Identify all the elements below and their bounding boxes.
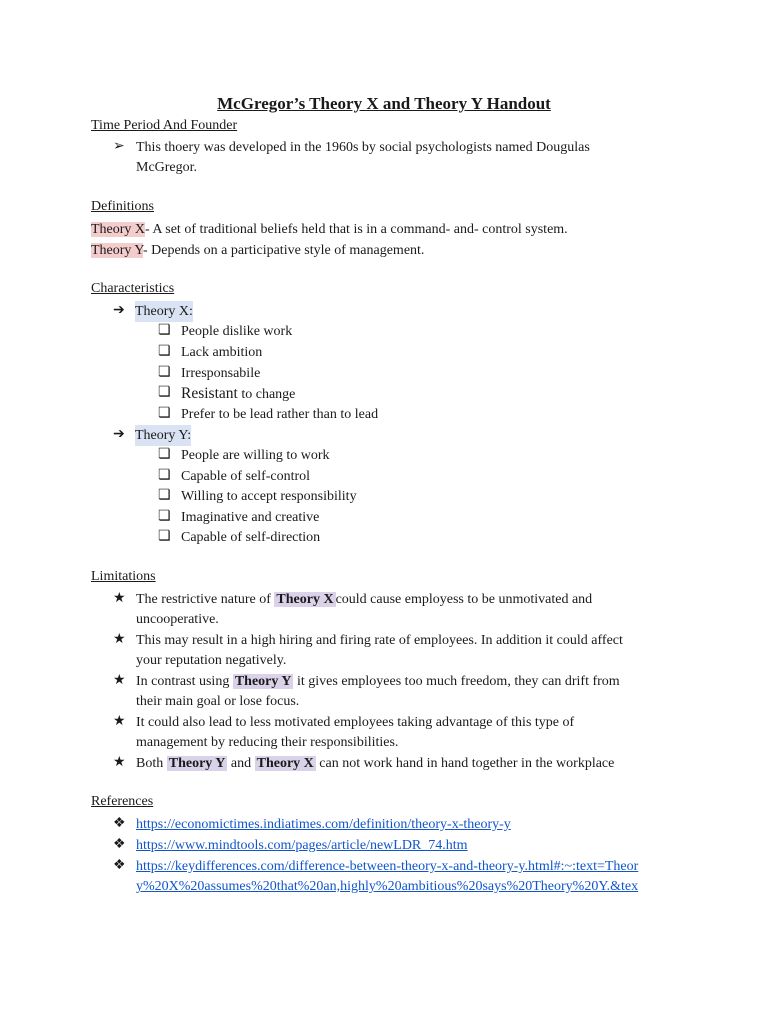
heading-definitions: Definitions [91, 199, 154, 214]
limitation-1-line1 [136, 589, 592, 610]
heading-time-period: Time Period And Founder [91, 118, 238, 133]
reference-link-3-line2[interactable]: y%20X%20assumes%20that%20an,highly%20ambitious%20says%20Theory%20Y.&tex [136, 879, 639, 894]
limitation-1-text-a: The restrictive nature of [136, 592, 275, 607]
x-item-4-rest: to change [237, 387, 296, 402]
definition-theory-y [91, 240, 424, 261]
checkbox-bullet-icon: ❏ [158, 447, 171, 462]
checkbox-bullet-icon: ❏ [158, 344, 171, 359]
limitation-1-text-b: could cause employess to be unmotivated and [335, 592, 593, 607]
checkbox-bullet-icon: ❏ [158, 468, 171, 483]
time-period-text-line2: McGregor. [136, 160, 198, 175]
term-theory-x: Theory X [91, 222, 146, 237]
limitation-5-text-mid: and [227, 756, 255, 771]
checkbox-bullet-icon: ❏ [158, 323, 171, 338]
arrow-bullet-icon: ➔ [113, 427, 125, 442]
heading-characteristics: Characteristics [91, 281, 175, 296]
x-item-4-emphasis: Resistant [181, 385, 238, 402]
definition-theory-x-text: - A set of traditional beliefs held that is in a command- and- control system. [145, 222, 568, 237]
checkbox-bullet-icon: ❏ [158, 385, 171, 400]
limitation-3-text-a: In contrast using [136, 674, 233, 689]
term-theory-x: Theory X [256, 756, 314, 771]
checkbox-bullet-icon: ❏ [158, 529, 171, 544]
limitation-5-line1 [136, 753, 614, 774]
definition-theory-y-text: - Depends on a participative style of management. [142, 243, 425, 258]
reference-link-3-line1[interactable]: https://keydifferences.com/difference-between-theory-x-and-theory-y.html#:~:text=Theor [136, 859, 639, 874]
y-item-2: Capable of self-control [181, 469, 311, 484]
x-item-1: People dislike work [181, 324, 293, 339]
y-item-1: People are willing to work [181, 448, 330, 463]
checkbox-bullet-icon: ❏ [158, 406, 171, 421]
x-item-2: Lack ambition [181, 345, 263, 360]
arrowhead-bullet-icon: ➢ [113, 139, 125, 154]
limitation-5-text-a: Both [136, 756, 167, 771]
y-item-3: Willing to accept responsibility [181, 489, 357, 504]
x-item-3: Irresponsabile [181, 366, 261, 381]
diamond-bullet-icon: ❖ [113, 816, 126, 831]
star-bullet-icon: ★ [113, 591, 126, 606]
star-bullet-icon: ★ [113, 714, 126, 729]
diamond-bullet-icon: ❖ [113, 837, 126, 852]
characteristics-theory-y-label: Theory Y: [135, 425, 191, 446]
y-item-5: Capable of self-direction [181, 530, 321, 545]
term-theory-y: Theory Y [234, 674, 292, 689]
time-period-text-line1: This thoery was developed in the 1960s by social psychologists named Dougulas [136, 140, 590, 155]
limitation-4-line2: management by reducing their responsibilities. [136, 735, 399, 750]
reference-link-1[interactable]: https://economictimes.indiatimes.com/definition/theory-x-theory-y [136, 817, 511, 832]
term-theory-y: Theory Y [168, 756, 226, 771]
term-theory-x: Theory X [276, 592, 334, 607]
heading-limitations: Limitations [91, 569, 156, 584]
star-bullet-icon: ★ [113, 755, 126, 770]
limitation-3-line1 [136, 671, 620, 692]
limitation-2-line1: This may result in a high hiring and firing rate of employees. In addition it could affect [136, 633, 623, 648]
checkbox-bullet-icon: ❏ [158, 488, 171, 503]
star-bullet-icon: ★ [113, 673, 126, 688]
star-bullet-icon: ★ [113, 632, 126, 647]
heading-references: References [91, 794, 154, 809]
limitation-1-line2: uncooperative. [136, 612, 219, 627]
limitation-3-line2: their main goal or lose focus. [136, 694, 300, 709]
characteristics-theory-x-label: Theory X: [135, 301, 193, 322]
definition-theory-x [91, 219, 568, 240]
limitation-2-line2: your reputation negatively. [136, 653, 287, 668]
checkbox-bullet-icon: ❏ [158, 509, 171, 524]
term-theory-y: Theory Y [91, 243, 143, 258]
checkbox-bullet-icon: ❏ [158, 365, 171, 380]
reference-link-2[interactable]: https://www.mindtools.com/pages/article/newLDR_74.htm [136, 838, 468, 853]
limitation-4-line1: It could also lead to less motivated employees taking advantage of this type of [136, 715, 575, 730]
limitation-5-text-b: can not work hand in hand together in the workplace [315, 756, 615, 771]
diamond-bullet-icon: ❖ [113, 858, 126, 873]
arrow-bullet-icon: ➔ [113, 303, 125, 318]
y-item-4: Imaginative and creative [181, 510, 320, 525]
limitation-3-text-b: it gives employees too much freedom, they can drift from [293, 674, 620, 689]
x-item-5: Prefer to be lead rather than to lead [181, 407, 379, 422]
x-item-4 [181, 383, 295, 405]
page-title: McGregor’s Theory X and Theory Y Handout [217, 94, 551, 113]
